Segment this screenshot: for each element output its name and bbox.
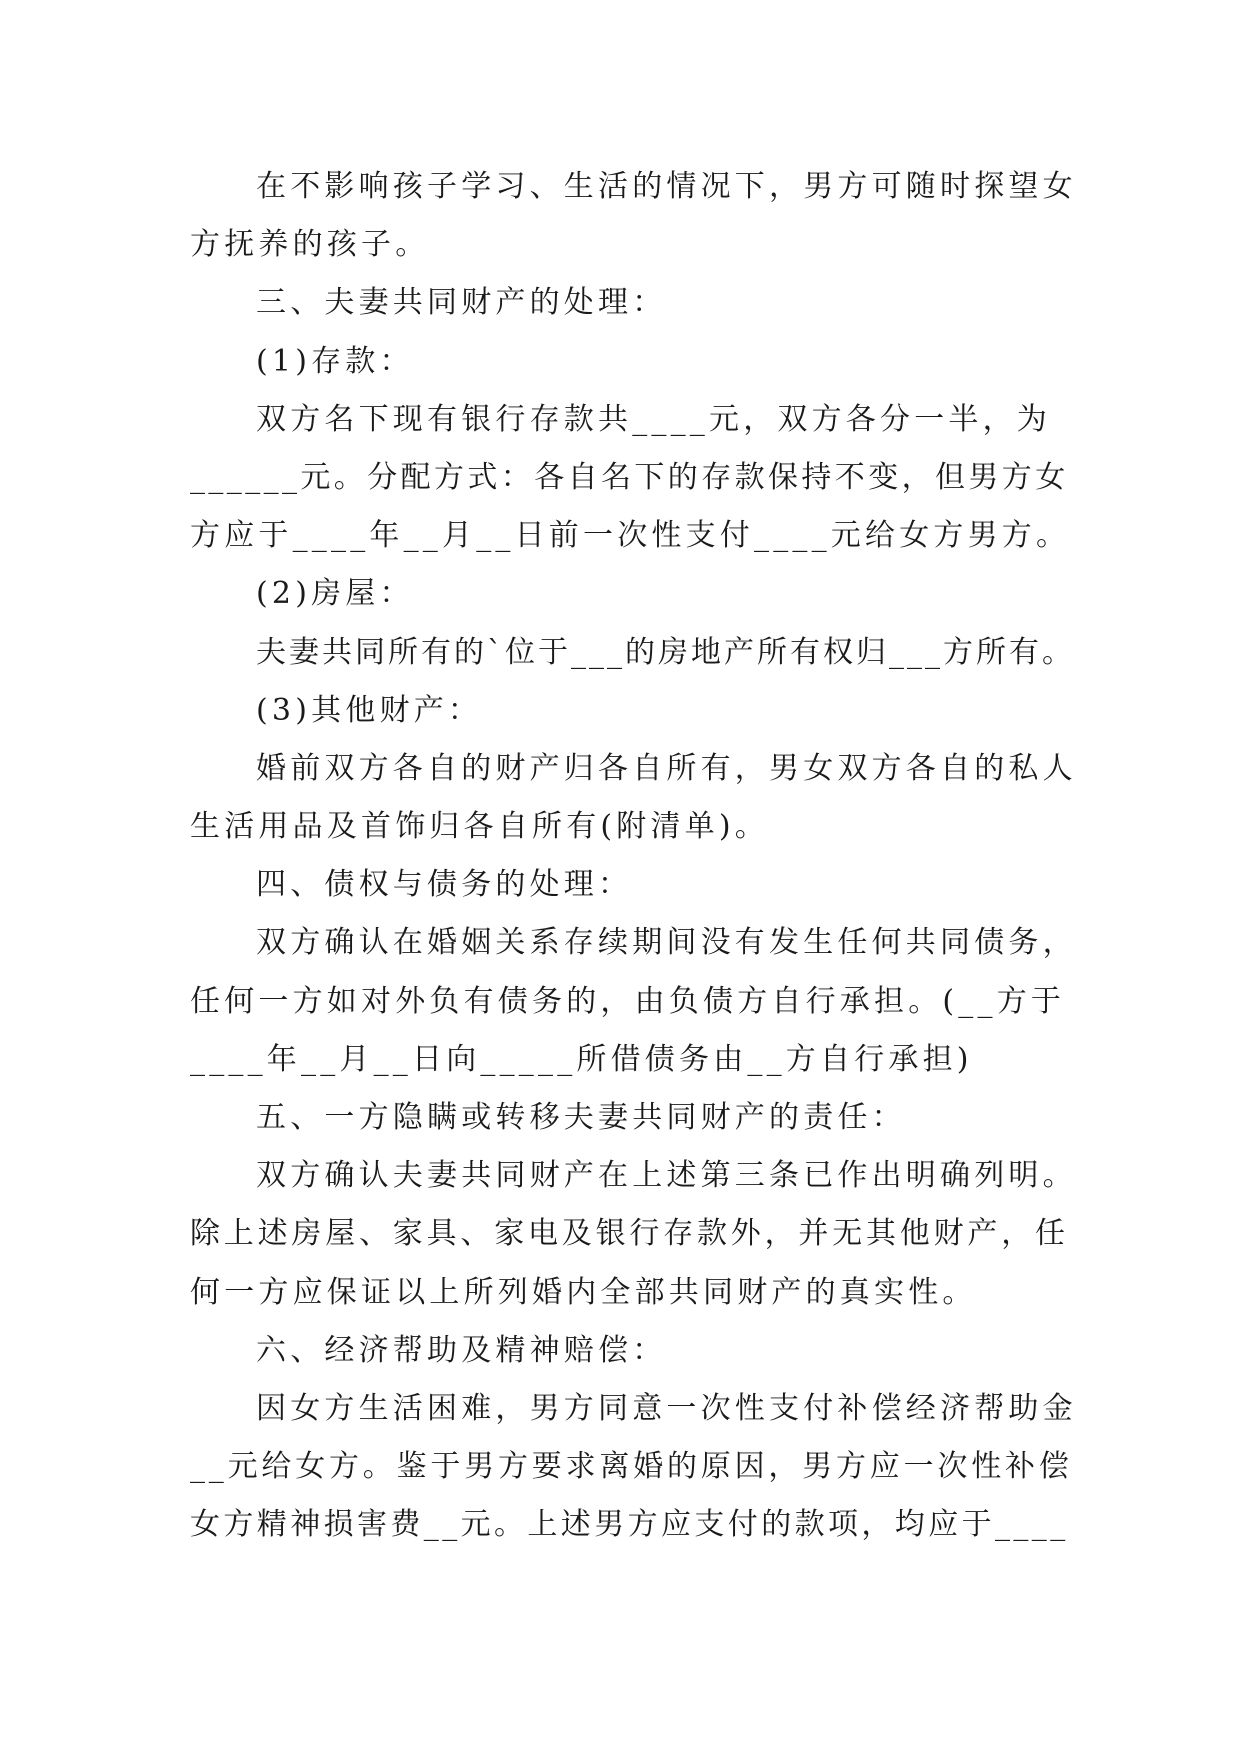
text-line: 何一方应保证以上所列婚内全部共同财产的真实性。 [190,1274,977,1310]
text-line: 夫妻共同所有的`位于___的房地产所有权归___方所有。 [256,634,1075,670]
text-line: 在不影响孩子学习、生活的情况下，男方可随时探望女 [256,169,1077,204]
text-line: 方应于____年__月__日前一次性支付____元给女方男方。 [190,518,1071,554]
text-line: 双方名下现有银行存款共____元，双方各分一半，为 [256,401,1051,437]
text-line: ____年__月__日向_____所借债务由__方自行承担) [190,1041,973,1077]
section-heading: 五、一方隐瞒或转移夫妻共同财产的责任： [256,1100,906,1135]
text-line: 双方确认夫妻共同财产在上述第三条已作出明确列明。 [256,1158,1077,1194]
document-body [190,158,1077,1555]
subsection-heading: (1)存款： [256,343,414,379]
text-line: 因女方生活困难，男方同意一次性支付补偿经济帮助金 [256,1390,1077,1426]
text-line: 婚前双方各自的财产归各自所有，男女双方各自的私人 [256,750,1077,786]
text-line: __元给女方。鉴于男方要求离婚的原因，男方应一次性补偿 [190,1449,1073,1485]
text-line: 除上述房屋、家具、家电及银行存款外，并无其他财产，任 [190,1216,1069,1252]
text-line: ______元。分配方式：各自名下的存款保持不变，但男方女 [190,459,1069,495]
section-heading: 四、债权与债务的处理： [256,867,633,903]
text-line: 方抚养的孩子。 [190,227,430,263]
subsection-heading: (3)其他财产： [256,692,483,728]
subsection-heading: (2)房屋： [256,576,414,612]
section-heading: 六、经济帮助及精神赔偿： [256,1332,667,1368]
text-line: 双方确认在婚姻关系存续期间没有发生任何共同债务， [256,925,1077,961]
text-line: 任何一方如对外负有债务的，由负债方自行承担。(__方于 [190,983,1066,1019]
section-heading: 三、夫妻共同财产的处理： [256,285,667,321]
text-line: 女方精神损害费__元。上述男方应支付的款项，均应于____ [190,1507,1069,1543]
text-line: 生活用品及首饰归各自所有(附清单)。 [190,809,770,845]
